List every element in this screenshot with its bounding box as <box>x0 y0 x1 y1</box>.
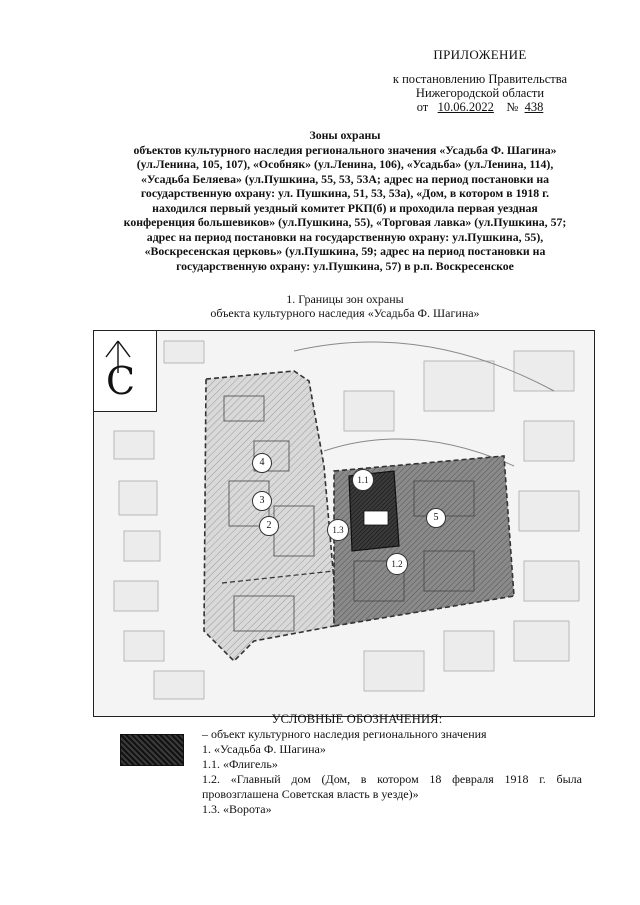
title-line: конференция большевиков» (ул.Пушкина, 55), «Торговая лавка» (ул.Пушкина, 57; <box>123 215 567 229</box>
title-line: «Воскресенская церковь» (ул.Пушкина, 59; адрес на период постановки на <box>144 244 546 258</box>
zone-marker-2: 2 <box>259 516 279 536</box>
header-line-1: к постановлению Правительства <box>392 72 568 86</box>
section-subheading: объекта культурного наследия «Усадьба Ф. Шагина» <box>210 306 480 320</box>
title-line: адрес на период постановки на государственную охрану: ул.Пушкина, 55), <box>146 229 544 244</box>
appendix-title: ПРИЛОЖЕНИЕ <box>433 47 527 62</box>
legend-item: 1.1. «Флигель» <box>202 757 278 771</box>
map-legend <box>202 712 582 817</box>
zone-marker-3: 3 <box>252 491 272 511</box>
zone-marker-1-2: 1.2 <box>386 553 408 575</box>
header-line-2: Нижегородской области <box>415 86 545 100</box>
legend-item: 1. «Усадьба Ф. Шагина» <box>202 742 326 756</box>
legend-swatch-heritage-object <box>120 734 184 766</box>
from-label: от <box>416 100 429 114</box>
legend-title: УСЛОВНЫЕ ОБОЗНАЧЕНИЯ: <box>271 712 443 726</box>
decree-date: 10.06.2022 <box>437 100 494 114</box>
protection-zones-map <box>93 330 595 717</box>
north-letter: С <box>106 359 136 403</box>
legend-item: 1.3. «Ворота» <box>202 802 272 816</box>
title-line: (ул.Ленина, 105, 107), «Особняк» (ул.Ленина, 106), «Усадьба» (ул.Ленина, 114), <box>136 157 554 171</box>
legend-item: – объект культурного наследия регионального значения <box>202 727 487 741</box>
decree-number: 438 <box>524 100 544 114</box>
header-date-number <box>330 100 630 115</box>
title-line: государственную охрану: ул.Пушкина, 57) в р.п. Воскресенское <box>176 258 514 273</box>
zone-marker-1-1: 1.1 <box>352 469 374 491</box>
zone-marker-1-3: 1.3 <box>327 519 349 541</box>
zone-marker-4: 4 <box>252 453 272 473</box>
title-line: «Усадьба Беляева» (ул.Пушкина, 55, 53, 53А; адрес на период постановки на <box>140 171 550 186</box>
title-line: Зоны охраны <box>309 128 381 142</box>
zone-marker-5: 5 <box>426 508 446 528</box>
document-title <box>95 128 595 273</box>
section-heading: 1. Границы зон охраны <box>286 292 404 306</box>
legend-item: 1.2. «Главный дом (Дом, в котором 18 февраля 1918 г. была провозглашена Советская власть в уезде)» <box>202 772 582 801</box>
title-line: объектов культурного наследия регионального значения «Усадьба Ф. Шагина» <box>133 142 557 157</box>
number-label: № <box>506 100 519 114</box>
title-line: находился первый уездный комитет РКП(б) и проходила первая уездная <box>152 200 538 215</box>
title-line: государственную охрану: ул. Пушкина, 51, 53, 53а), «Дом, в котором в 1918 г. <box>140 186 550 200</box>
north-arrow-box <box>94 331 157 412</box>
